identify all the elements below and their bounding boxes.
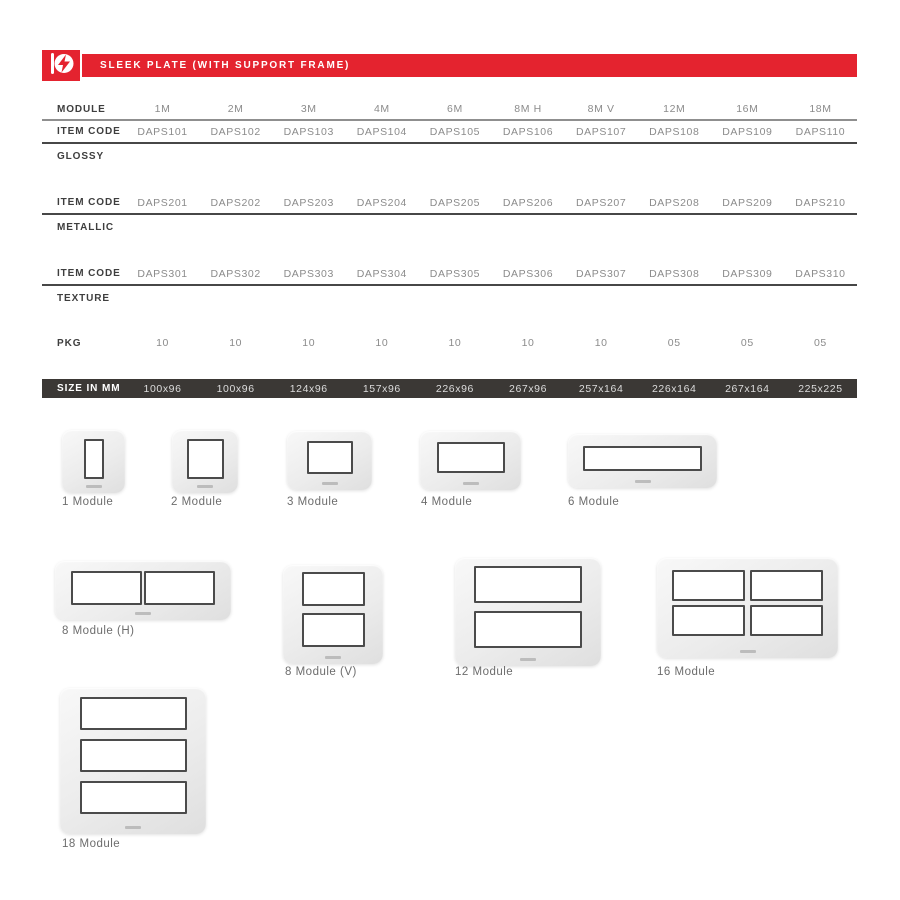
pkg-cell: 05 [740, 337, 754, 349]
module-row [42, 99, 857, 121]
item-code-cell: DAPS307 [575, 267, 627, 280]
plate-label: 16 Module [657, 666, 716, 678]
item-code-cell: DAPS105 [429, 125, 481, 138]
finish-row-glossy [42, 144, 857, 192]
module-cutout [84, 439, 104, 479]
plate-12-module [455, 558, 601, 666]
item-code-cell: DAPS303 [283, 267, 334, 280]
item-code-cell: DAPS310 [795, 267, 846, 280]
pkg-row-label: PKG [57, 337, 82, 349]
item-code-cell: DAPS302 [210, 267, 261, 280]
size-cell: 226x96 [435, 382, 474, 395]
pkg-cell: 10 [448, 337, 462, 349]
module-cutout [302, 572, 365, 606]
plate-6-module [568, 434, 717, 488]
item-code-row-texture [42, 263, 857, 286]
item-code-cell: DAPS102 [210, 125, 261, 138]
plate-2-module [172, 430, 238, 493]
spec-table [42, 99, 857, 398]
plate-brand-mark [322, 482, 338, 485]
plate-4-module [420, 431, 521, 490]
item-code-cell: DAPS110 [795, 125, 846, 138]
lightning-bolt-icon [47, 51, 75, 81]
module-cutout [750, 570, 823, 601]
size-cell: 267x96 [509, 382, 548, 395]
pkg-row [42, 330, 857, 356]
plate-brand-mark [463, 482, 479, 485]
plate-brand-mark [86, 485, 102, 488]
plate-label: 18 Module [62, 838, 121, 850]
plate-label: 8 Module (V) [285, 666, 357, 678]
size-cell: 100x96 [143, 382, 182, 395]
item-code-cell: DAPS202 [210, 196, 261, 209]
plate-label: 2 Module [171, 496, 223, 508]
module-cutout [302, 613, 365, 647]
item-code-cell: DAPS101 [137, 125, 188, 138]
module-cutout [187, 439, 224, 479]
module-cutout [80, 781, 187, 814]
item-code-cell: DAPS107 [575, 125, 627, 138]
size-cell: 225x225 [798, 382, 843, 395]
item-code-label: ITEM CODE [57, 268, 121, 279]
plate-label: 12 Module [455, 666, 514, 678]
module-cutout [474, 611, 582, 648]
module-cutout [672, 605, 745, 636]
size-cell: 267x164 [725, 382, 770, 395]
size-cell: 257x164 [578, 382, 624, 395]
item-code-cell: DAPS208 [649, 196, 700, 209]
plate-brand-mark [520, 658, 536, 661]
plate-18-module [60, 688, 206, 834]
module-cell: 6M [447, 103, 463, 115]
pkg-cell: 10 [594, 337, 608, 349]
pkg-cell: 10 [521, 337, 535, 349]
item-code-cell: DAPS309 [722, 267, 773, 280]
plate-label: 6 Module [568, 496, 620, 508]
plate-brand-mark [197, 485, 213, 488]
module-cell: 3M [300, 103, 317, 115]
finish-label-texture: TEXTURE [57, 293, 110, 304]
module-cell: 2M [227, 103, 244, 115]
item-code-row-metallic [42, 192, 857, 215]
brand-logo [42, 50, 82, 81]
item-code-cell: DAPS103 [283, 125, 334, 138]
module-cutout [583, 446, 702, 471]
item-code-row-glossy [42, 121, 857, 144]
size-row-label: SIZE IN MM [57, 383, 121, 394]
table-spacer [42, 356, 857, 379]
pkg-cell: 05 [667, 337, 681, 349]
plate-brand-mark [325, 656, 341, 659]
item-code-cell: DAPS108 [649, 125, 700, 138]
plate-label: 8 Module (H) [62, 625, 135, 637]
module-cutout [437, 442, 505, 473]
item-code-cell: DAPS204 [356, 196, 407, 209]
item-code-cell: DAPS304 [356, 267, 407, 280]
plate-brand-mark [740, 650, 756, 653]
module-cutout [80, 697, 187, 730]
module-cutout [71, 571, 142, 605]
plate-label: 4 Module [421, 496, 473, 508]
plate-8-module-v [283, 565, 383, 664]
module-cutout [307, 441, 353, 474]
size-cell: 100x96 [216, 382, 255, 395]
page-title: SLEEK PLATE (WITH SUPPORT FRAME) [100, 60, 351, 71]
plate-16-module [657, 558, 838, 658]
item-code-cell: DAPS206 [502, 196, 554, 209]
item-code-cell: DAPS301 [137, 267, 188, 280]
pkg-cell: 10 [229, 337, 243, 349]
module-cutout [474, 566, 582, 603]
module-cell: 4M [373, 103, 390, 115]
item-code-cell: DAPS306 [502, 267, 554, 280]
finish-label-metallic: METALLIC [57, 222, 115, 233]
finish-row-metallic [42, 215, 857, 263]
plate-1-module [62, 430, 125, 493]
module-cell: 16M [736, 103, 759, 115]
plate-3-module [287, 431, 372, 490]
pkg-cell: 05 [813, 337, 827, 349]
plate-brand-mark [125, 826, 141, 829]
module-cutout [144, 571, 215, 605]
size-cell: 226x164 [651, 382, 697, 395]
item-code-cell: DAPS308 [649, 267, 700, 280]
module-cell: 18M [809, 103, 832, 115]
item-code-cell: DAPS209 [722, 196, 773, 209]
plate-brand-mark [135, 612, 151, 615]
finish-label-glossy: GLOSSY [57, 151, 105, 162]
module-cell: 8M V [587, 103, 615, 115]
module-cutout [750, 605, 823, 636]
item-code-label: ITEM CODE [57, 126, 121, 137]
module-cutout [80, 739, 187, 772]
size-cell: 157x96 [362, 382, 401, 395]
item-code-cell: DAPS104 [356, 125, 407, 138]
module-row-label: MODULE [57, 103, 106, 115]
module-cutout [672, 570, 745, 601]
module-cell: 12M [663, 103, 686, 115]
item-code-cell: DAPS106 [502, 125, 554, 138]
pkg-cell: 10 [375, 337, 389, 349]
item-code-label: ITEM CODE [57, 197, 121, 208]
module-cell: 1M [154, 103, 171, 115]
item-code-cell: DAPS203 [283, 196, 334, 209]
item-code-cell: DAPS207 [575, 196, 627, 209]
item-code-cell: DAPS201 [137, 196, 188, 209]
item-code-cell: DAPS205 [429, 196, 481, 209]
item-code-cell: DAPS305 [429, 267, 481, 280]
size-cell: 124x96 [289, 382, 328, 395]
finish-row-texture [42, 286, 857, 330]
plate-label: 1 Module [62, 496, 114, 508]
item-code-cell: DAPS109 [722, 125, 773, 138]
module-cell: 8M H [514, 103, 542, 115]
pkg-cell: 10 [302, 337, 316, 349]
item-code-cell: DAPS210 [795, 196, 846, 209]
size-row [42, 379, 857, 398]
plate-brand-mark [635, 480, 651, 483]
plate-8-module-h [55, 561, 231, 620]
plate-label: 3 Module [287, 496, 339, 508]
pkg-cell: 10 [156, 337, 169, 349]
